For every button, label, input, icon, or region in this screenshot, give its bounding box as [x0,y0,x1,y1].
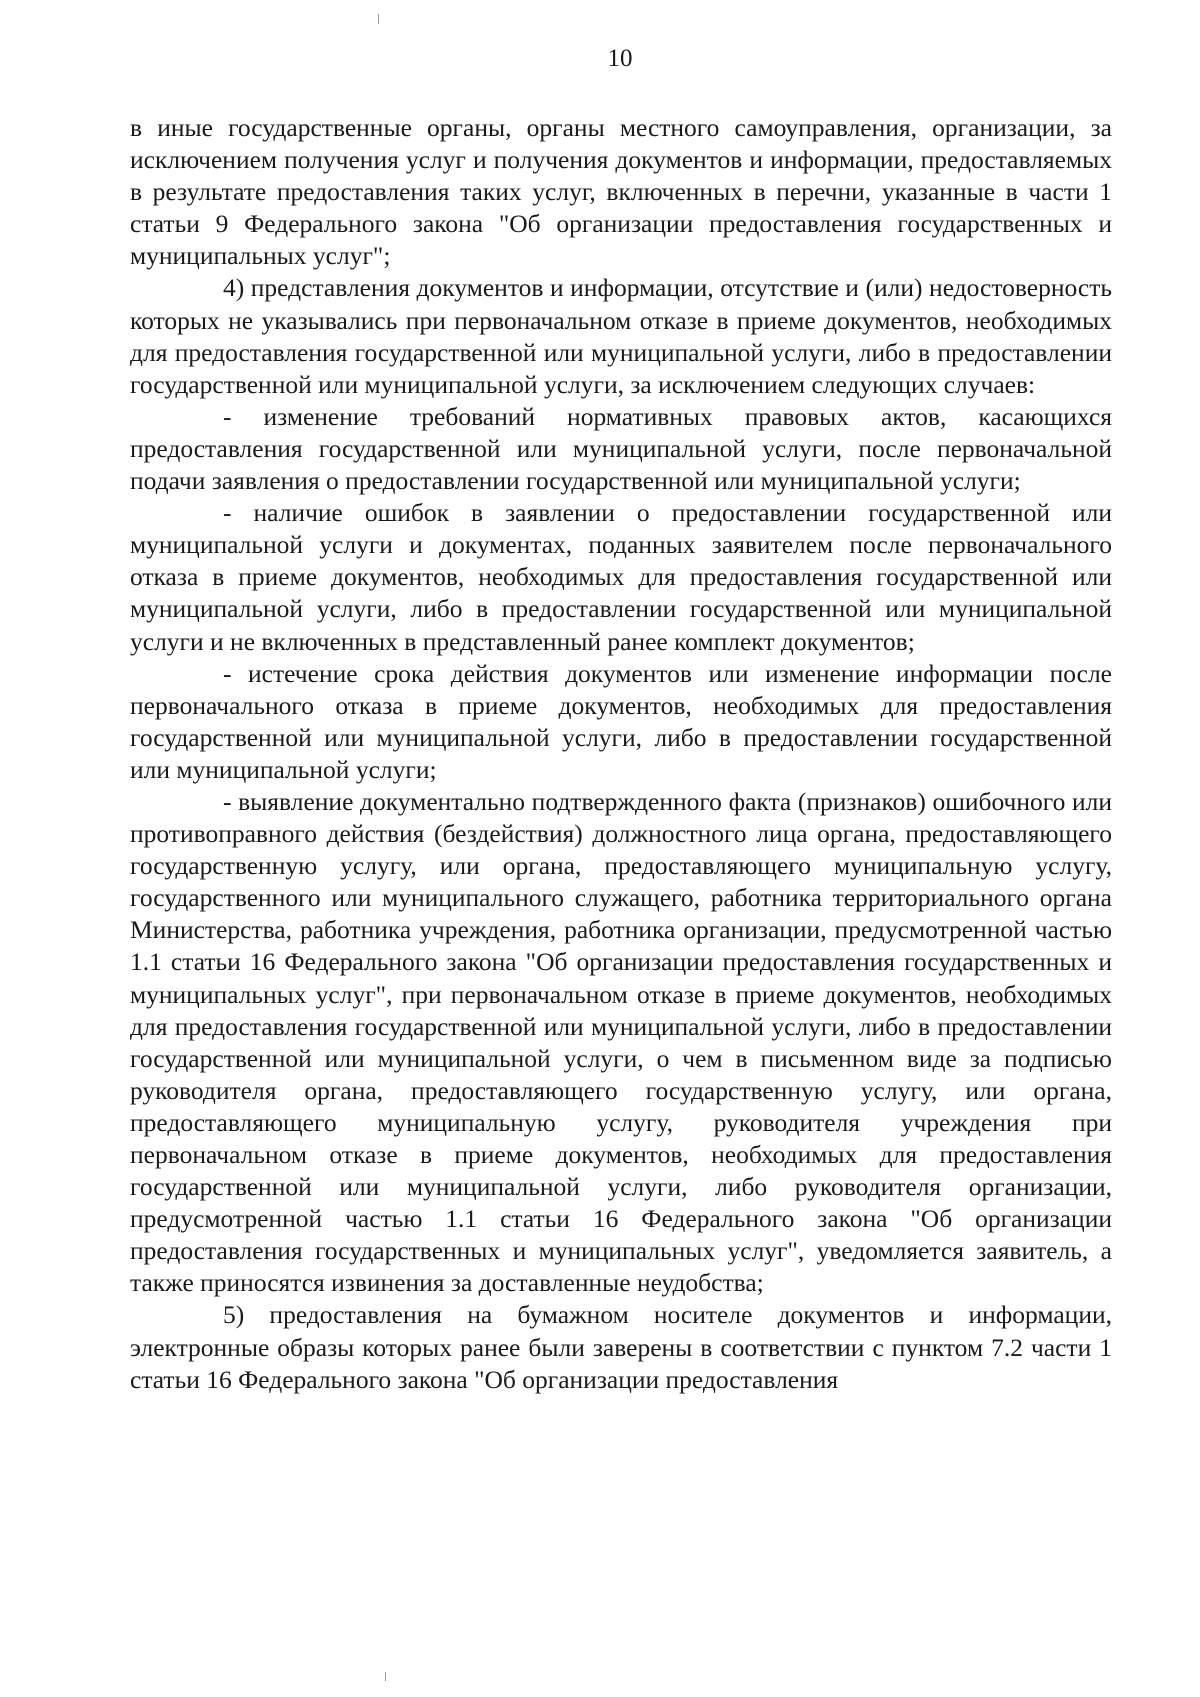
paragraph-exception-requirements-change: - изменение требований нормативных правовых актов, касающихся предоставления государственной или муниципальной услуги, после первоначальной подачи заявления о предоставлении государственной или муниципальной услуги; [130,401,1112,496]
document-body [130,112,1112,1396]
paragraph-item-4: 4) представления документов и информации, отсутствие и (или) недостоверность которых не указывались при первоначальном отказе в приеме документов, необходимых для предоставления государственной или муниципальной услуги, либо в предоставлении государственной или муниципальной услуги, за исключением следующих случаев: [130,273,1112,399]
paragraph-exception-expiry: - истечение срока действия документов или изменение информации после первоначального отказа в приеме документов, необходимых для предоставления государственной или муниципальной услуги, либо в предоставлении государственной или муниципальной услуги; [130,658,1112,784]
paragraph-continuation: в иные государственные органы, органы местного самоуправления, организации, за исключением получения услуг и получения документов и информации, предоставляемых в результате предоставления таких услуг, включенных в перечни, указанные в части 1 статьи 9 Федерального закона "Об организации предоставления государственных и муниципальных услуг"; [130,113,1112,271]
scan-artifact-bottom [385,1672,386,1681]
paragraph-exception-unlawful-action: - выявление документально подтвержденного факта (признаков) ошибочного или противоправного действия (бездействия) должностного лица органа, предоставляющего государственную услугу, или органа, предоставляющего муниципальную услугу, государственного или муниципального служащего, работника территориального органа Министерства, работника учреждения, работника организации, предусмотренной частью 1.1 статьи 16 Федерального закона "Об организации предоставления государственных и муниципальных услуг", при первоначальном отказе в приеме документов, необходимых для предоставления государственной или муниципальной услуги, либо в предоставлении государственной или муниципальной услуги, о чем в письменном виде за подписью руководителя органа, предоставляющего государственную услугу, или органа, предоставляющего муниципальную услугу, руководителя учреждения при первоначальном отказе в приеме документов, необходимых для предоставления государственной или муниципальной услуги, либо руководителя организации, предусмотренной частью 1.1 статьи 16 Федерального закона "Об организации предоставления государственных и муниципальных услуг", уведомляется заявитель, а также приносятся извинения за доставленные неудобства; [130,786,1112,1298]
paragraph-exception-errors: - наличие ошибок в заявлении о предоставлении государственной или муниципальной услуги и документах, поданных заявителем после первоначального отказа в приеме документов, необходимых для предоставления государственной или муниципальной услуги, либо в предоставлении государственной или муниципальной услуги и не включенных в представленный ранее комплект документов; [130,498,1112,656]
paragraph-item-5: 5) предоставления на бумажном носителе документов и информации, электронные образы которых ранее были заверены в соответствии с пунктом 7.2 части 1 статьи 16 Федерального закона "Об организации предоставления [130,1300,1112,1394]
scan-artifact-top [378,14,379,24]
page-number: 10 [607,45,633,72]
